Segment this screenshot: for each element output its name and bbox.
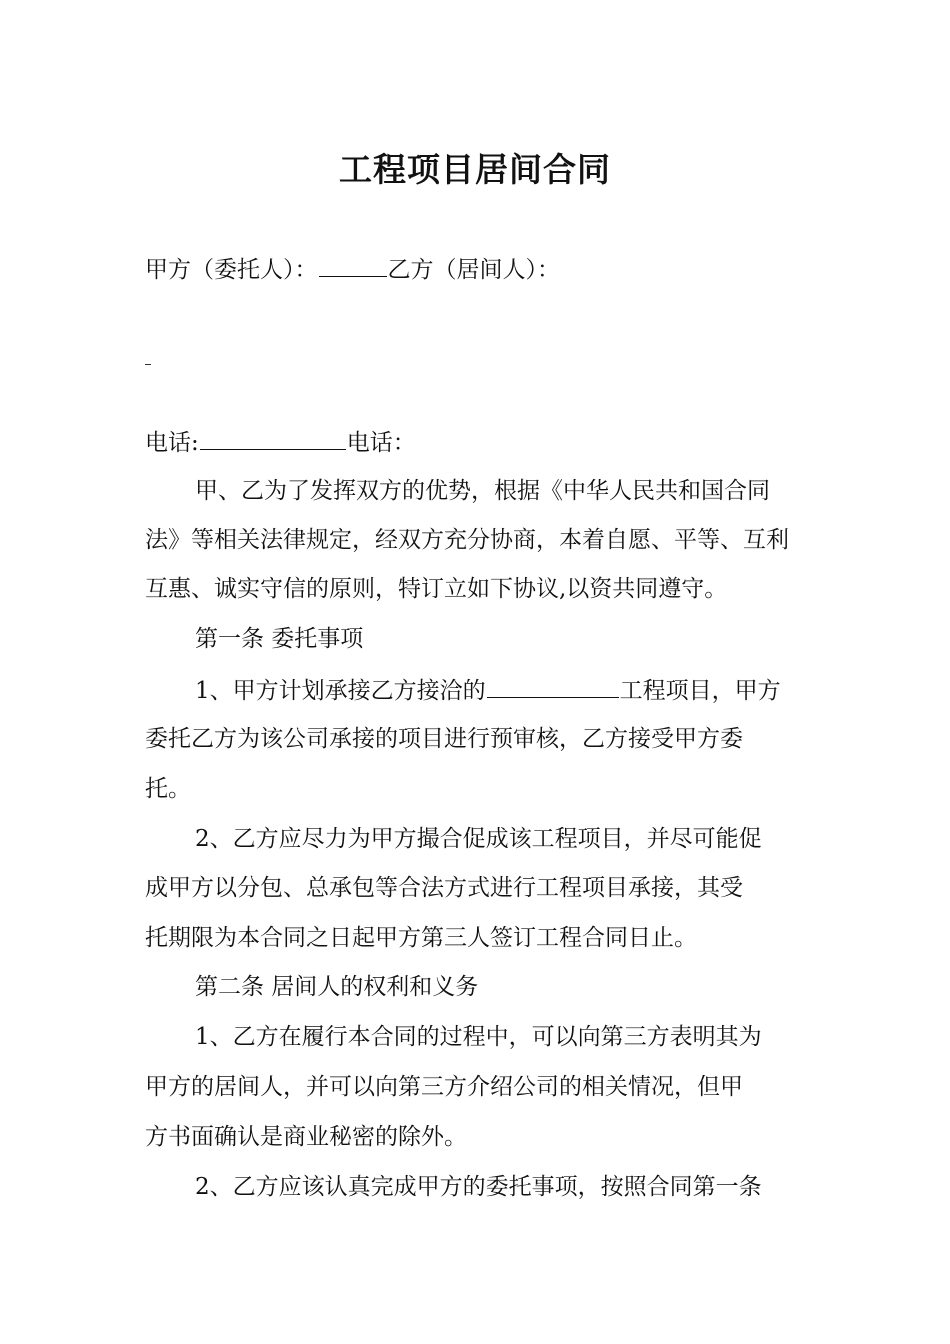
party-line: [145, 250, 810, 288]
article1-item2-line-2: 成甲方以分包、总承包等合法方式进行工程项目承接，其受: [145, 875, 743, 901]
party-a-blank: [319, 250, 387, 277]
intro-line-3: 互惠、诚实守信的原则，特订立如下协议,以资共同遵守。: [145, 576, 728, 602]
stray-dash-mark: [145, 364, 151, 365]
article2-item1-line-2: 甲方的居间人，并可以向第三方介绍公司的相关情况，但甲: [145, 1074, 743, 1100]
phone-b-label: 电话：: [346, 430, 416, 456]
phone-a-blank: [200, 423, 346, 450]
article2-item2-line-1: 2、乙方应该认真完成甲方的委托事项，按照合同第一条: [195, 1174, 762, 1200]
party-a-label: 甲方（委托人）：: [145, 257, 318, 283]
party-b-label: 乙方（居间人）：: [387, 257, 560, 283]
phone-line: [145, 423, 810, 461]
article1-item1-line-3: 托。: [145, 776, 191, 802]
article1-item1-line-2: 委托乙方为该公司承接的项目进行预审核，乙方接受甲方委: [145, 726, 743, 752]
article1-item2-line-1: 2、乙方应尽力为甲方撮合促成该工程项目，并尽可能促: [195, 826, 762, 852]
project-name-blank: [487, 671, 619, 698]
article2-item1-line-3: 方书面确认是商业秘密的除外。: [145, 1124, 467, 1150]
article1-item1-suffix: 工程项目，甲方: [619, 678, 781, 704]
document-title: 工程项目居间合同: [339, 150, 611, 189]
article1-item2-line-3: 托期限为本合同之日起甲方第三人签订工程合同日止。: [145, 925, 697, 951]
article1-item1-prefix: 1、甲方计划承接乙方接洽的: [195, 678, 486, 704]
phone-a-label: 电话:: [145, 430, 199, 456]
article2-item1-line-1: 1、乙方在履行本合同的过程中，可以向第三方表明其为: [195, 1024, 762, 1050]
article1-item1-line-1: [195, 671, 810, 709]
intro-line-1: 甲、乙为了发挥双方的优势，根据《中华人民共和国合同: [195, 478, 770, 504]
intro-line-2: 法》等相关法律规定，经双方充分协商，本着自愿、平等、互利: [145, 527, 789, 553]
article2-heading: 第二条 居间人的权利和义务: [195, 974, 479, 1000]
article1-heading: 第一条 委托事项: [195, 626, 364, 652]
